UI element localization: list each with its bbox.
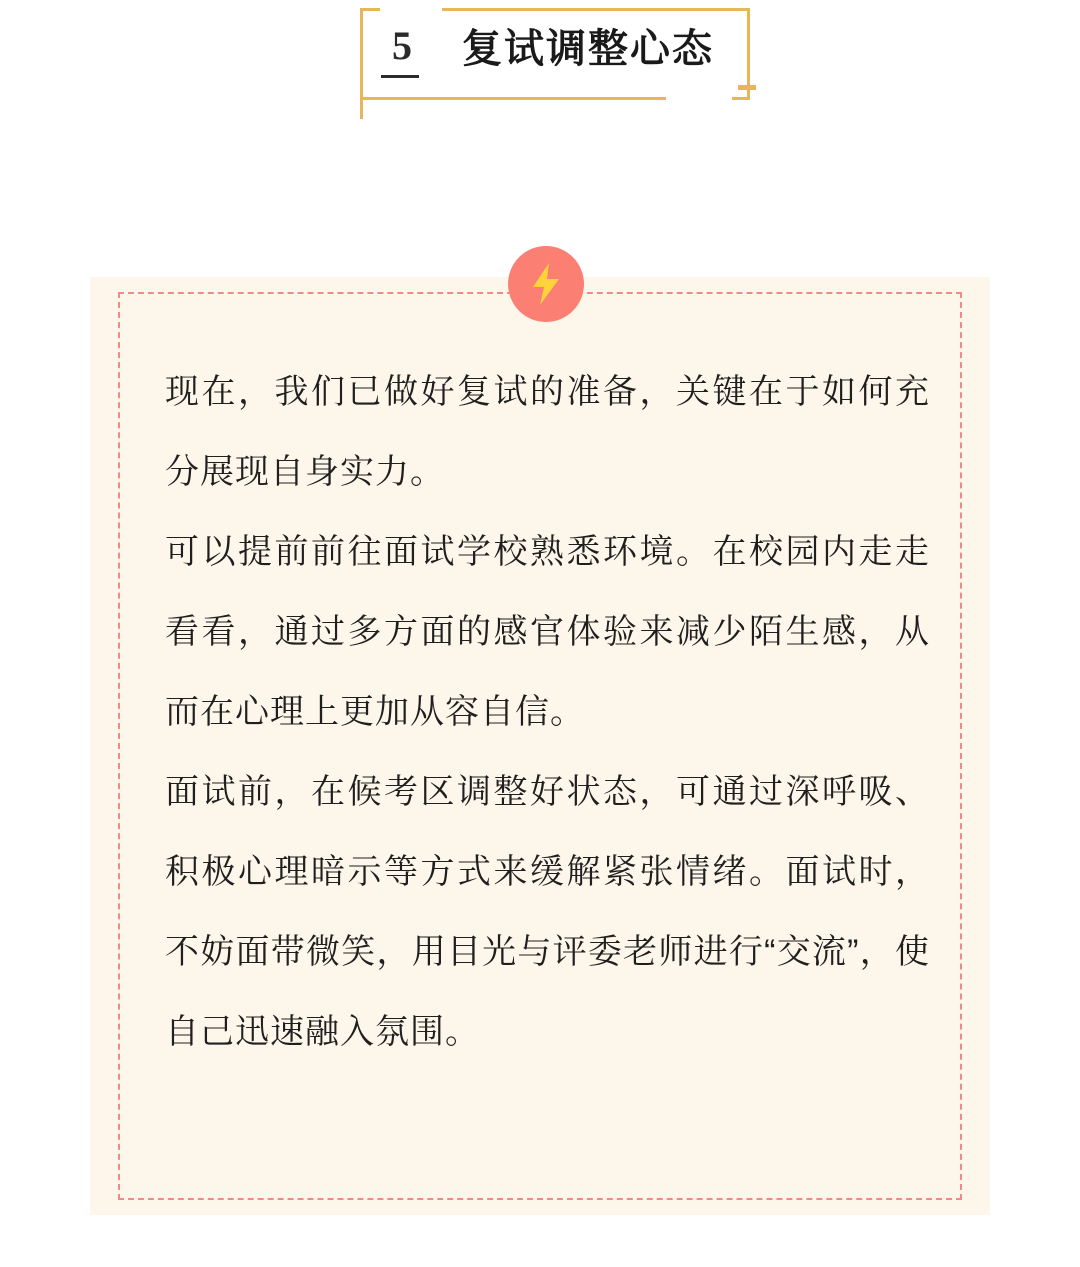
section-number: 5 [392,23,412,68]
section-number-underline [381,75,419,78]
paragraph-2: 可以提前前往面试学校熟悉环境。在校园内走走看看，通过多方面的感官体验来减少陌生感，从而在心理上更加从容自信。 [165,533,930,731]
lightning-bolt-icon [529,263,563,305]
header-frame-tick-left [360,97,363,119]
lightning-bolt-badge [508,246,584,322]
section-header [0,0,1080,150]
content-body [165,352,930,1072]
page-title: 复试调整心态 [462,27,714,71]
paragraph-1: 现在，我们已做好复试的准备，关键在于如何充分展现自身实力。 [165,373,930,491]
header-frame-gap-bottom [666,90,732,106]
header-frame-gap-top [380,0,442,14]
paragraph-3: 面试前，在候考区调整好状态，可通过深呼吸、积极心理暗示等方式来缓解紧张情绪。面试时，不妨面带微笑，用目光与评委老师进行“交流”，使自己迅速融入氛围。 [165,773,930,1051]
header-frame-bar-right [738,85,756,90]
